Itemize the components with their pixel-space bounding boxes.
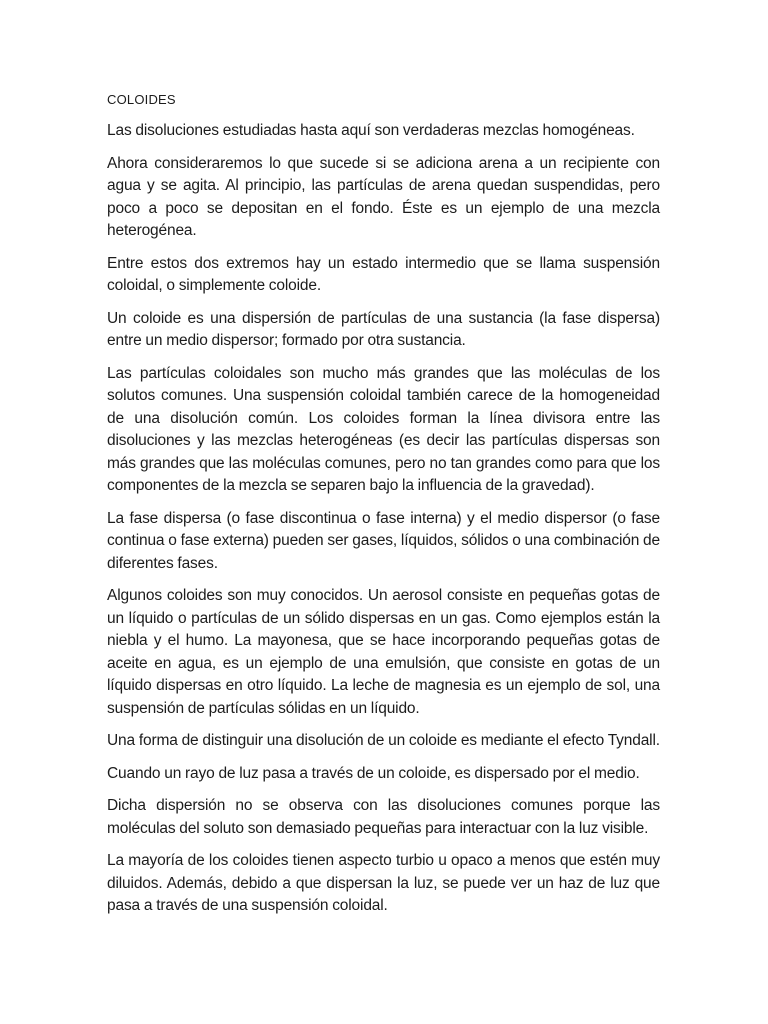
paragraph-4: Un coloide es una dispersión de partículas de una sustancia (la fase dispersa) entre un medio dispersor; formado por otra sustancia.: [107, 309, 660, 349]
paragraph-1: Las disoluciones estudiadas hasta aquí son verdaderas mezclas homogéneas.: [107, 122, 635, 139]
paragraph-11: La mayoría de los coloides tienen aspecto turbio u opaco a menos que estén muy diluidos. Además, debido a que dispersan la luz, se puede ver un haz de luz que pasa a través de una suspensión coloidal.: [107, 852, 660, 914]
paragraph-5: Las partículas coloidales son mucho más grandes que las moléculas de los solutos comunes. Una suspensión coloidal también carece de la homogeneidad de una disolución común. Los coloides forman la línea divisora entre las disoluciones y las mezclas heterogéneas (es decir las partículas dispersas son más grandes que las moléculas comunes, pero no tan grandes como para que los componentes de la mezcla se separen bajo la influencia de la gravedad).: [107, 364, 660, 494]
paragraph-10: Dicha dispersión no se observa con las disoluciones comunes porque las moléculas del soluto son demasiado pequeñas para interactuar con la luz visible.: [107, 797, 660, 837]
paragraph-7: Algunos coloides son muy conocidos. Un aerosol consiste en pequeñas gotas de un líquido o partículas de un sólido dispersas en un gas. Como ejemplos están la niebla y el humo. La mayonesa, que se hace incorporando pequeñas gotas de aceite en agua, es un ejemplo de una emulsión, que consiste en gotas de un líquido dispersas en otro líquido. La leche de magnesia es un ejemplo de sol, una suspensión de partículas sólidas en un líquido.: [107, 587, 660, 717]
paragraph-6: La fase dispersa (o fase discontinua o fase interna) y el medio dispersor (o fase continua o fase externa) pueden ser gases, líquidos, sólidos o una combinación de diferentes fases.: [107, 509, 660, 572]
document-page: [107, 92, 660, 928]
paragraph-8: Una forma de distinguir una disolución de un coloide es mediante el efecto Tyndall.: [107, 732, 660, 749]
paragraph-3: Entre estos dos extremos hay un estado intermedio que se llama suspensión coloidal, o simplemente coloide.: [107, 254, 660, 294]
paragraph-2: Ahora consideraremos lo que sucede si se adiciona arena a un recipiente con agua y se agita. Al principio, las partículas de arena quedan suspendidas, pero poco a poco se depositan en el fondo. Éste es un ejemplo de una mezcla heterogénea.: [107, 154, 660, 239]
document-title: COLOIDES: [107, 92, 176, 107]
paragraph-9: Cuando un rayo de luz pasa a través de un coloide, es dispersado por el medio.: [107, 764, 640, 782]
